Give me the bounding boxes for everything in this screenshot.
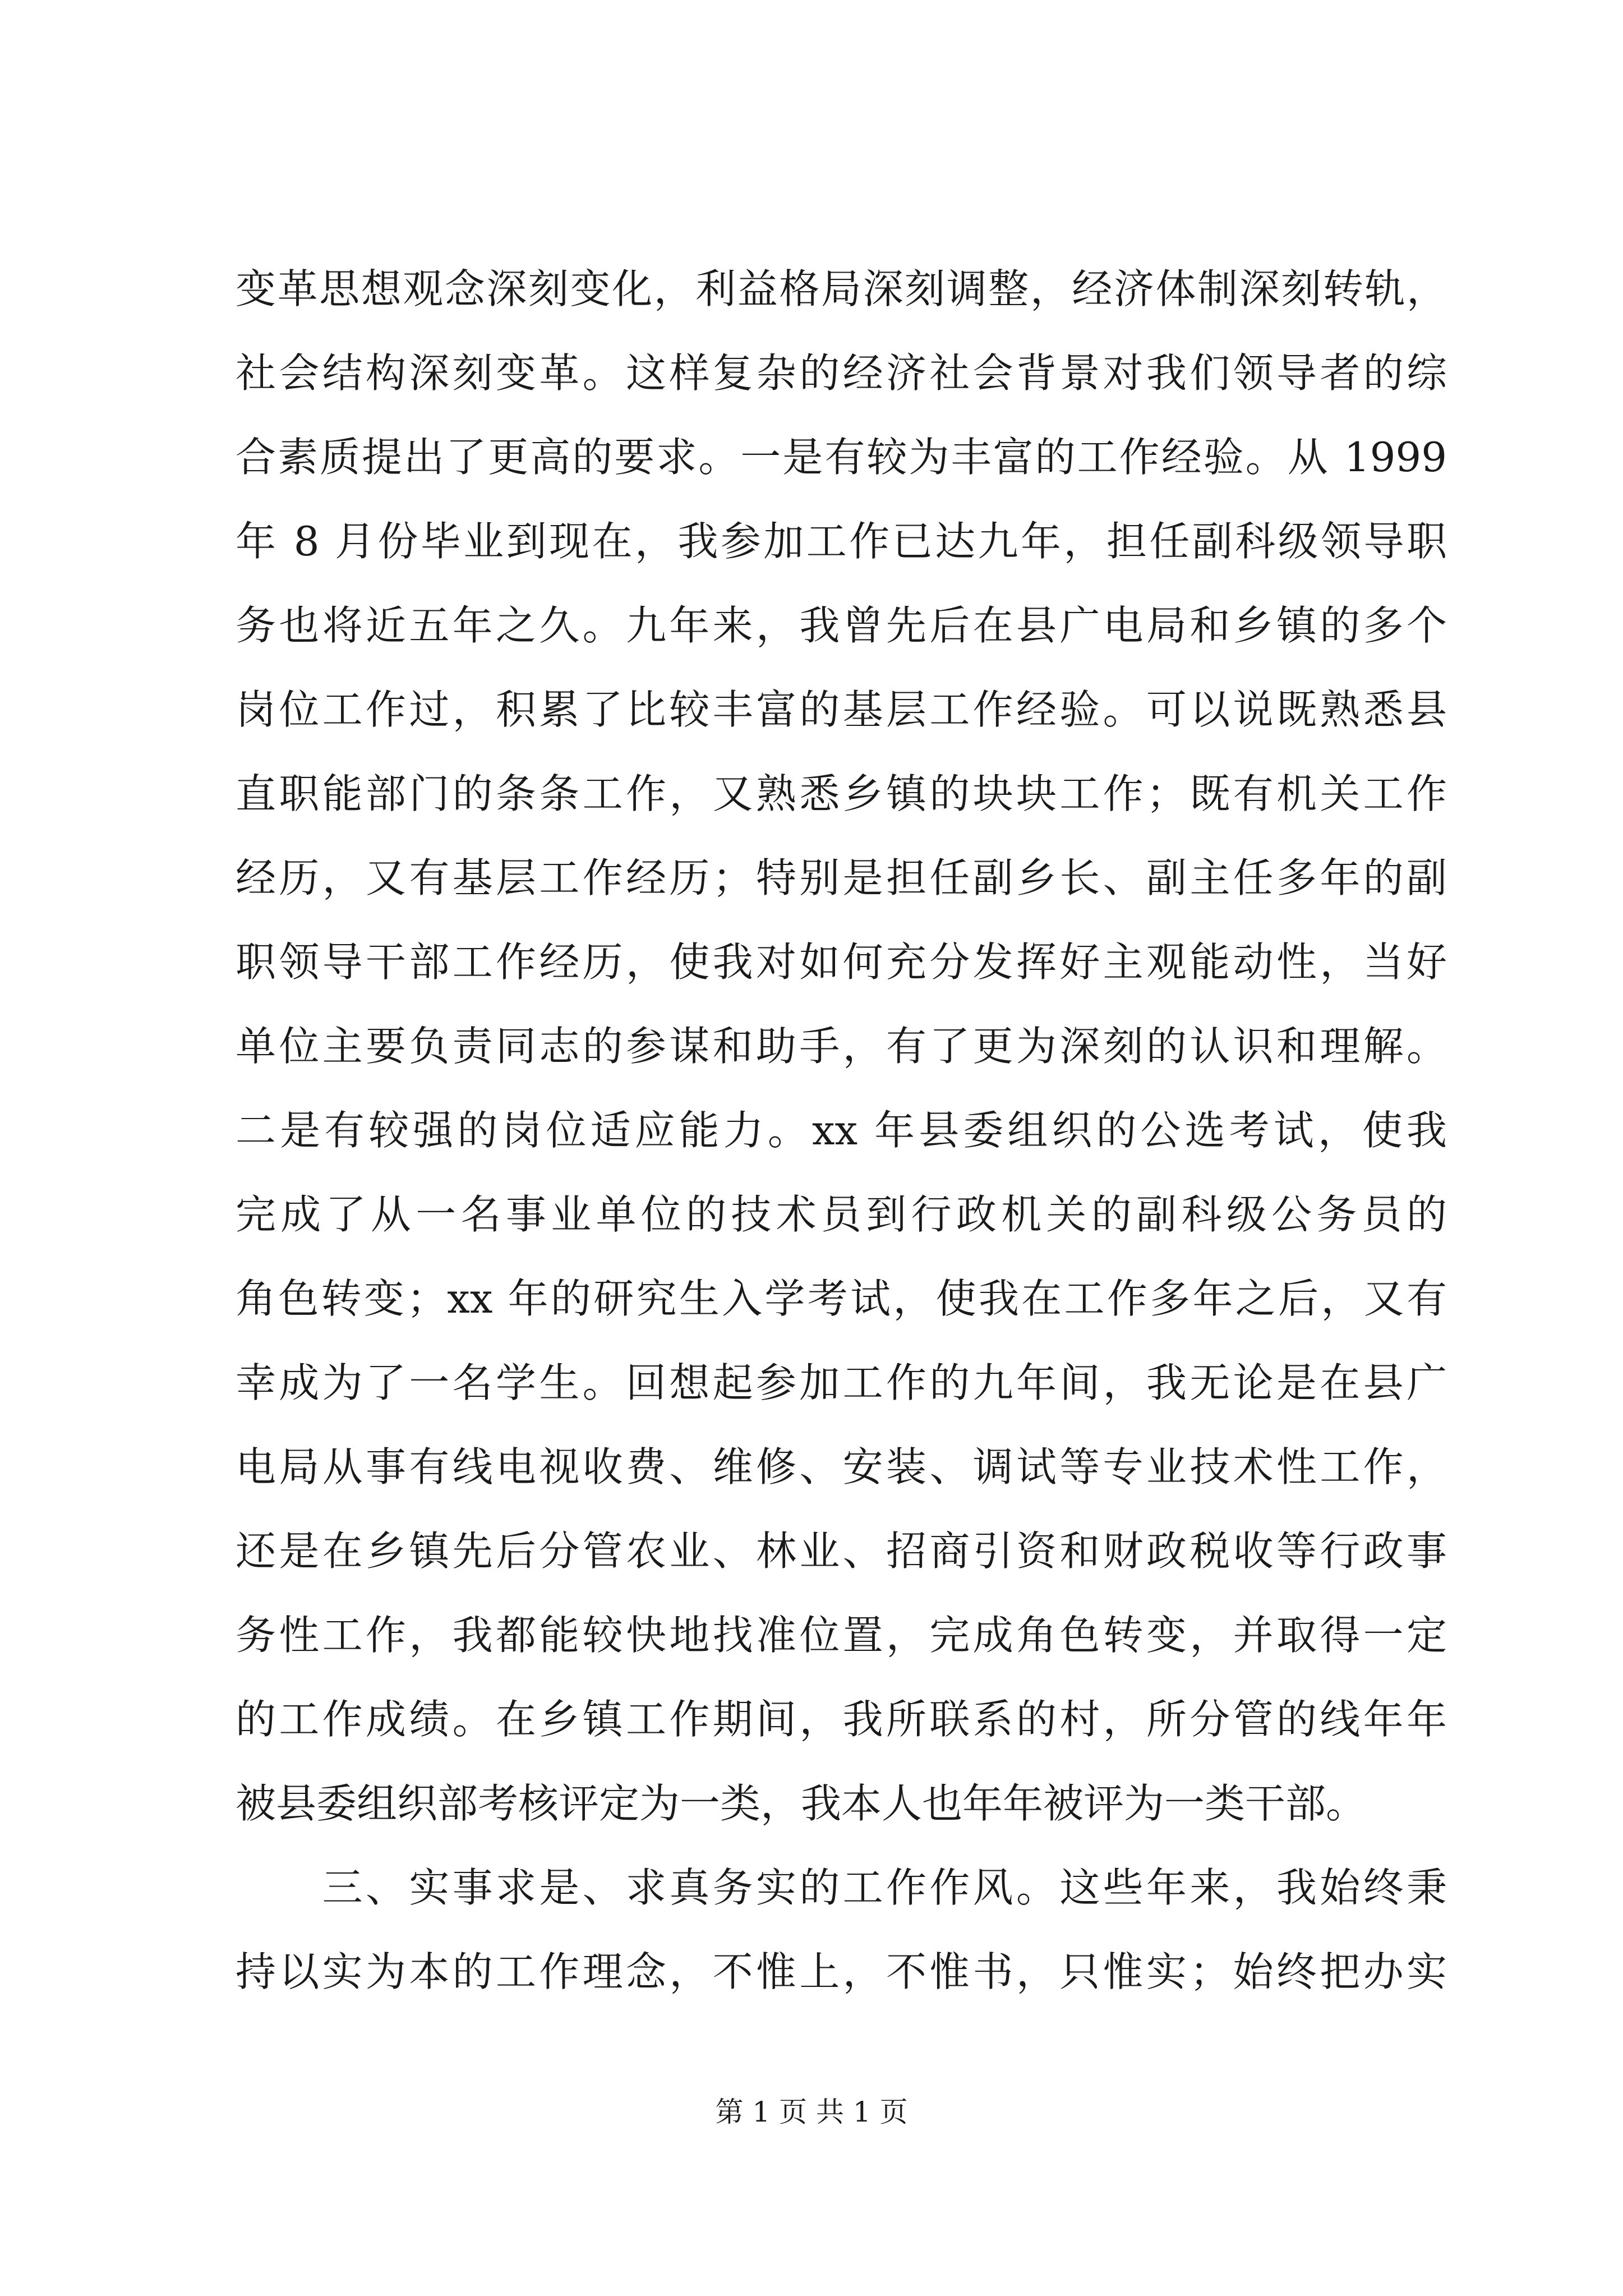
text-line: 直职能部门的条条工作，又熟悉乡镇的块块工作；既有机关工作 [236, 770, 1447, 817]
text-line: 还是在乡镇先后分管农业、林业、招商引资和财政税收等行政事 [236, 1527, 1447, 1575]
text-line: 幸成为了一名学生。回想起参加工作的九年间，我无论是在县广 [236, 1359, 1447, 1406]
text-line: 社会结构深刻变革。这样复杂的经济社会背景对我们领导者的综 [236, 349, 1447, 397]
text-line: 三、实事求是、求真务实的工作作风。这些年来，我始终秉 [236, 1864, 1447, 1911]
text-line: 电局从事有线电视收费、维修、安装、调试等专业技术性工作， [236, 1443, 1447, 1490]
text-line: 合素质提出了更高的要求。一是有较为丰富的工作经验。从 1999 [236, 434, 1447, 481]
text-line: 年 8 月份毕业到现在，我参加工作已达九年，担任副科级领导职 [236, 518, 1447, 565]
text-line: 经历，又有基层工作经历；特别是担任副乡长、副主任多年的副 [236, 854, 1447, 901]
text-line: 二是有较强的岗位适应能力。xx 年县委组织的公选考试，使我 [236, 1107, 1447, 1154]
page-footer: 第 1 页 共 1 页 [715, 2096, 908, 2128]
text-line: 务也将近五年之久。九年来，我曾先后在县广电局和乡镇的多个 [236, 602, 1447, 649]
text-line: 持以实为本的工作理念，不惟上，不惟书，只惟实；始终把办实 [236, 1948, 1447, 1995]
text-line: 被县委组织部考核评定为一类，我本人也年年被评为一类干部。 [236, 1780, 1367, 1827]
text-line: 完成了从一名事业单位的技术员到行政机关的副科级公务员的 [236, 1191, 1447, 1238]
text-line: 的工作成绩。在乡镇工作期间，我所联系的村，所分管的线年年 [236, 1696, 1447, 1743]
text-line: 变革思想观念深刻变化，利益格局深刻调整，经济体制深刻转轨， [236, 265, 1447, 312]
body-text [236, 247, 1447, 2014]
text-line: 岗位工作过，积累了比较丰富的基层工作经验。可以说既熟悉县 [236, 686, 1447, 733]
text-line: 职领导干部工作经历，使我对如何充分发挥好主观能动性，当好 [236, 938, 1447, 986]
text-line: 务性工作，我都能较快地找准位置，完成角色转变，并取得一定 [236, 1612, 1447, 1659]
text-line: 角色转变；xx 年的研究生入学考试，使我在工作多年之后，又有 [236, 1275, 1447, 1322]
text-line: 单位主要负责同志的参谋和助手，有了更为深刻的认识和理解。 [236, 1023, 1447, 1070]
